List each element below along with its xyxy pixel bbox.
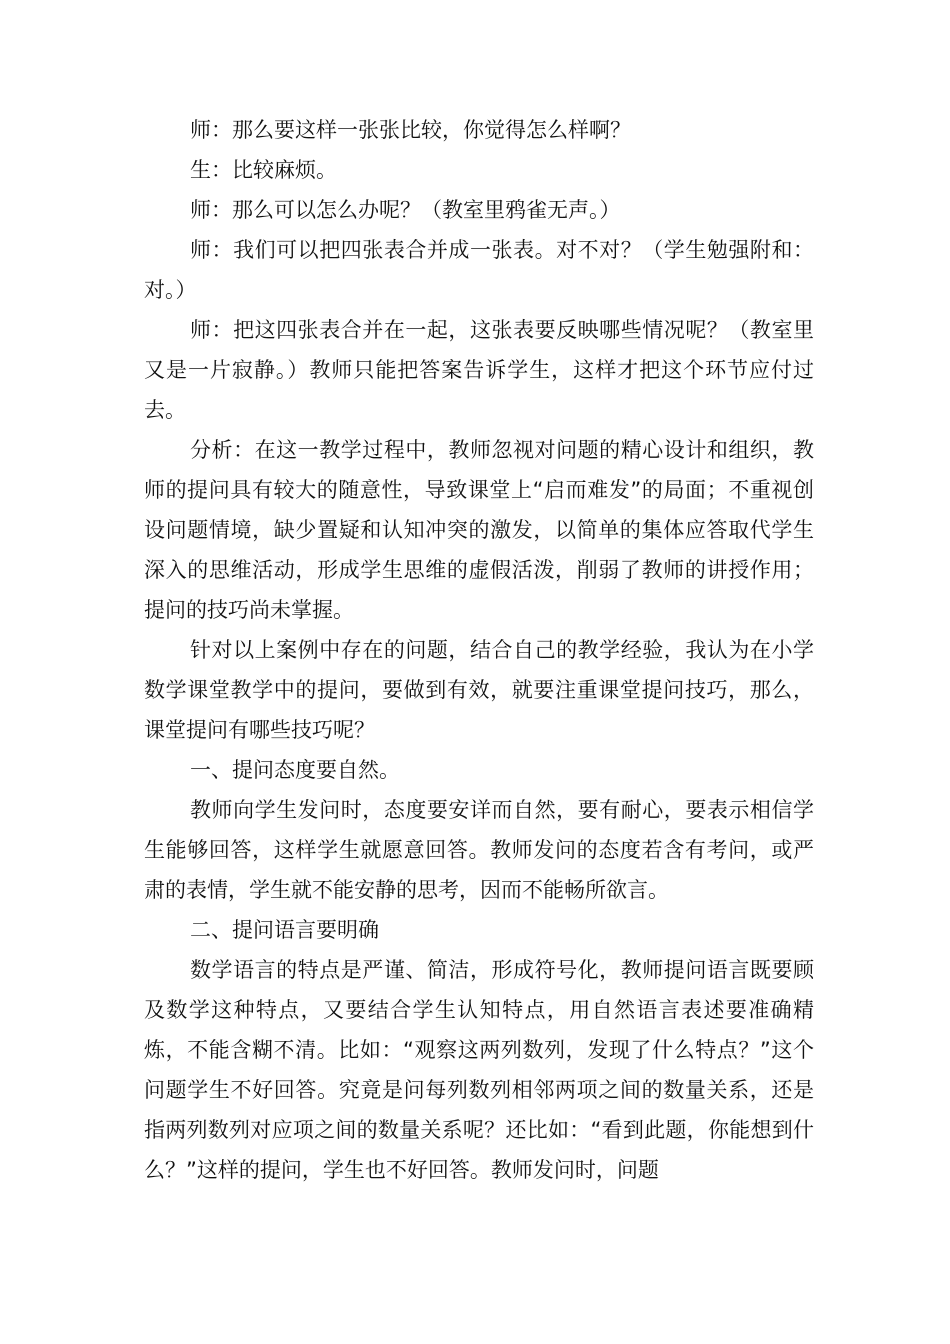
section-2-paragraph: 数学语言的特点是严谨、简洁，形成符号化，教师提问语言既要顾及数学这种特点，又要结合学生认知特点，用自然语言表述要准确精炼，不能含糊不清。比如：“观察这两列数列，发现了什么特点？”这个问题学生不好回答。究竟是问每列数列相邻两项之间的数量关系，还是指两列数列对应项之间的数量关系呢？还比如：“看到此题，你能想到什么？”这样的提问，学生也不好回答。教师发问时，问题 (144, 958, 814, 1182)
section-heading-1: 一、提问态度要自然。 (190, 758, 400, 782)
dialogue-student-1: 生：比较麻烦。 (190, 158, 337, 182)
dialogue-teacher-1: 师：那么要这样一张张比较，你觉得怎么样啊？ (190, 118, 631, 142)
intro-paragraph: 针对以上案例中存在的问题，结合自己的教学经验，我认为在小学数学课堂教学中的提问，要做到有效，就要注重课堂提问技巧，那么，课堂提问有哪些技巧呢？ (144, 638, 814, 742)
dialogue-teacher-2: 师：那么可以怎么办呢？（教室里鸦雀无声。） (190, 198, 621, 222)
dialogue-teacher-4: 师：把这四张表合并在一起，这张表要反映哪些情况呢？（教室里又是一片寂静。）教师只能把答案告诉学生，这样才把这个环节应付过去。 (144, 318, 814, 422)
dialogue-teacher-3: 师：我们可以把四张表合并成一张表。对不对？（学生勉强附和：对。） (144, 238, 814, 302)
section-1-paragraph: 教师向学生发问时，态度要安详而自然，要有耐心，要表示相信学生能够回答，这样学生就愿意回答。教师发问的态度若含有考问，或严肃的表情，学生就不能安静的思考，因而不能畅所欲言。 (144, 798, 814, 902)
analysis-paragraph: 分析：在这一教学过程中，教师忽视对问题的精心设计和组织，教师的提问具有较大的随意性，导致课堂上“启而难发”的局面；不重视创设问题情境，缺少置疑和认知冲突的激发，以简单的集体应答取代学生深入的思维活动，形成学生思维的虚假活泼，削弱了教师的讲授作用；提问的技巧尚未掌握。 (144, 438, 814, 622)
section-heading-2: 二、提问语言要明确 (190, 918, 379, 942)
document-body (144, 110, 814, 1190)
